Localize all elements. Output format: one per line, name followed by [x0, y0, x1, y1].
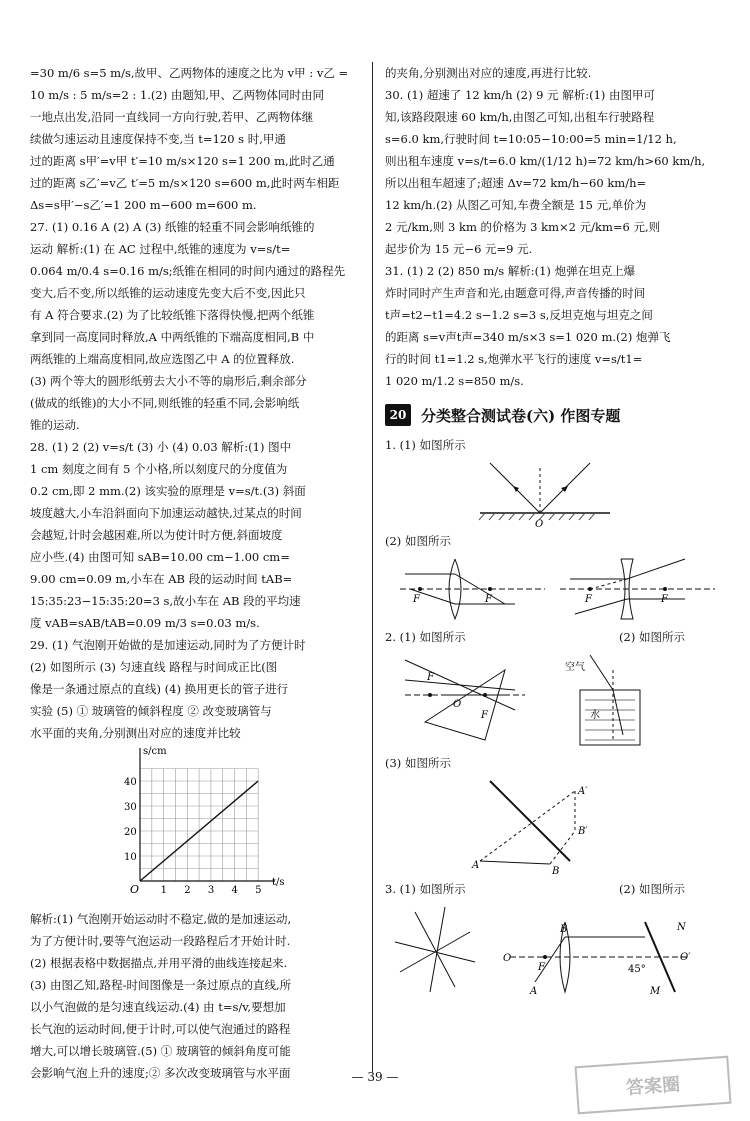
text-line: (2) 如图所示 (3) 匀速直线 路程与时间成正比(图 — [30, 660, 278, 674]
mirror-image-diagram — [385, 776, 720, 876]
text-line: 为了方便计时,要等气泡运动一段路程后才开始计时. — [30, 934, 291, 948]
text-line: (做成的纸锥)的大小不同,则纸锥的轻重不同,会影响纸 — [30, 396, 300, 410]
focal-label: F — [585, 594, 592, 605]
normal-label: N — [677, 922, 686, 933]
text-line: 增大,可以增长玻璃管.(5) ① 玻璃管的倾斜角度可能 — [30, 1044, 291, 1058]
item-label: 1. (1) 如图所示 — [385, 438, 466, 452]
point-label: O — [503, 953, 512, 964]
text-line: 解析:(1) 气泡刚开始运动时不稳定,做的是加速运动, — [30, 912, 292, 926]
item-label: (3) 如图所示 — [385, 756, 451, 770]
mirror-label: M — [650, 986, 661, 997]
image-point-label: A′ — [578, 786, 588, 797]
text-line: 10 m/s : 5 m/s=2 : 1.(2) 由题知,甲、乙两物体同时由同 — [30, 88, 325, 102]
text-line: 15:35:23−15:35:20=3 s,故小车在 AB 段的平均速 — [30, 594, 301, 608]
item-row — [385, 878, 685, 900]
text-line: 一地点出发,沿同一直线同一方向行驶,若甲、乙两物体继 — [30, 110, 314, 124]
item-label: 3. (1) 如图所示 — [385, 882, 466, 896]
section-header — [385, 404, 720, 426]
text-line: 的夹角,分别测出对应的速度,再进行比较. — [385, 66, 592, 80]
reflection-diagram — [385, 458, 720, 528]
s-t-graph — [115, 746, 285, 906]
point-label: O′ — [680, 952, 691, 963]
x-axis-label: t/s — [272, 877, 285, 888]
right-column — [385, 62, 720, 999]
text-line: 度 vAB=sAB/tAB=0.09 m/3 s=0.03 m/s. — [30, 616, 260, 630]
text-line: 29. (1) 气泡刚开始做的是加速运动,同时为了方便计时 — [30, 638, 306, 652]
text-line: 0.064 m/0.4 s=0.16 m/s;纸锥在相同的时间内通过的路程先 — [30, 264, 346, 278]
text-line: 30. (1) 超速了 12 km/h (2) 9 元 解析:(1) 由图甲可 — [385, 88, 656, 102]
text-line: 实验 (5) ① 玻璃管的倾斜程度 ② 改变玻璃管与 — [30, 704, 272, 718]
x-tick-label: 3 — [207, 885, 215, 896]
question-28 — [30, 436, 365, 634]
item-label: (2) 如图所示 — [619, 882, 685, 896]
continued-answer — [30, 62, 365, 216]
text-line: (3) 两个等大的圆形纸剪去大小不等的扇形后,剩余部分 — [30, 374, 307, 388]
item-row — [385, 626, 685, 648]
text-line: 1 cm 刻度之间有 5 个小格,所以刻度尺的分度值为 — [30, 462, 288, 476]
air-label: 空气 — [565, 662, 585, 673]
text-line: 过的距离 s乙′=v乙 t′=5 m/s×120 s=600 m,此时两车相距 — [30, 176, 340, 190]
text-line: 两纸锥的上端高度相同,故应选图乙中 A 的位置释放. — [30, 352, 295, 366]
point-label: A — [530, 986, 538, 997]
text-line: 知,该路段限速 60 km/h,由图乙可知,出租车行驶路程 — [385, 110, 655, 124]
text-line: 有 A 符合要求.(2) 为了比较纸锥下落得快慢,把两个纸锥 — [30, 308, 315, 322]
focal-label: F — [481, 710, 488, 721]
lens-diagrams — [385, 554, 720, 624]
water-label: 水 — [590, 710, 600, 721]
point-label: O — [535, 519, 544, 528]
text-line: 炸时同时产生声音和光,由题意可得,声音传播的时间 — [385, 286, 646, 300]
page-number: — 39 — — [351, 1070, 399, 1084]
x-tick-label: 4 — [231, 885, 238, 896]
text-line: 1 020 m/1.2 s=850 m/s. — [385, 374, 524, 388]
text-line: 9.00 cm=0.09 m,小车在 AB 段的运动时间 tAB= — [30, 572, 293, 586]
left-column — [30, 62, 365, 1084]
focal-label: F — [413, 594, 420, 605]
text-line: 28. (1) 2 (2) v=s/t (3) 小 (4) 0.03 解析:(1) 图中 — [30, 440, 292, 454]
point-label: B — [560, 924, 568, 935]
text-line: 31. (1) 2 (2) 850 m/s 解析:(1) 炮弹在坦克上爆 — [385, 264, 636, 278]
focal-label: F — [661, 594, 668, 605]
text-line: 应小些.(4) 由图可知 sAB=10.00 cm−1.00 cm= — [30, 550, 290, 564]
text-line: 拿到同一高度同时释放,A 中两纸锥的下端高度相同,B 中 — [30, 330, 315, 344]
text-line: 27. (1) 0.16 A (2) A (3) 纸锥的轻重不同会影响纸锥的 — [30, 220, 315, 234]
item-label: (2) 如图所示 — [619, 630, 685, 644]
text-line: 2 元/km,则 3 km 的价格为 3 km×2 元/km=6 元,则 — [385, 220, 661, 234]
text-line: t声=t2−t1=4.2 s−1.2 s=3 s,反坦克炮与坦克之间 — [385, 308, 653, 322]
y-tick-label: 30 — [124, 802, 137, 813]
text-line: 以小气泡做的是匀速直线运动.(4) 由 t=s/v,要想加 — [30, 1000, 286, 1014]
point-label: A — [472, 860, 480, 871]
y-tick-label: 10 — [124, 852, 137, 863]
text-line: 运动 解析:(1) 在 AC 过程中,纸锥的速度为 v=s/t= — [30, 242, 291, 256]
question-31 — [385, 260, 720, 392]
point-label: O — [453, 699, 462, 710]
text-line: 锥的运动. — [30, 418, 80, 432]
y-tick-label: 40 — [124, 777, 137, 788]
text-line: 坡度越大,小车沿斜面向下加速运动越快,过某点的时间 — [30, 506, 302, 520]
text-line: (3) 由图乙知,路程-时间图像是一条过原点的直线,所 — [30, 978, 292, 992]
focal-label: F — [538, 962, 545, 973]
x-tick-label: 5 — [255, 885, 262, 896]
text-line: 12 km/h.(2) 从图乙可知,车费全额是 15 元,单价为 — [385, 198, 647, 212]
section-title: 分类整合测试卷(六) 作图专题 — [421, 406, 621, 425]
section-badge: 20 — [385, 404, 411, 426]
text-line: 水平面的夹角,分别测出对应的速度并比较 — [30, 726, 241, 740]
text-line: 会影响气泡上升的速度;② 多次改变玻璃管与水平面 — [30, 1066, 291, 1080]
prism-refraction-diagrams — [385, 650, 720, 750]
point-label: B — [552, 866, 560, 876]
text-line: 起步价为 15 元−6 元=9 元. — [385, 242, 533, 256]
image-point-label: B′ — [578, 826, 588, 837]
ray-construction-diagrams — [385, 902, 720, 997]
text-line: 长气泡的运动时间,便于计时,可以使气泡通过的路程 — [30, 1022, 291, 1036]
focal-label: F — [427, 672, 434, 683]
text-line: 续做匀速运动且速度保持不变,当 t=120 s 时,甲通 — [30, 132, 286, 146]
text-line: 则出租车速度 v=s/t=6.0 km/(1/12 h)=72 km/h>60 km/h, — [385, 154, 706, 168]
text-line: 过的距离 s甲′=v甲 t′=10 m/s×120 s=1 200 m,此时乙通 — [30, 154, 335, 168]
item-label: 2. (1) 如图所示 — [385, 630, 466, 644]
text-line: 行的时间 t1=1.2 s,炮弹水平飞行的速度 v=s/t1= — [385, 352, 643, 366]
y-tick-label: 20 — [124, 827, 137, 838]
y-axis-label: s/cm — [143, 746, 167, 757]
focal-label: F — [485, 594, 492, 605]
text-line: 变大,后不变,所以纸锥的运动速度先变大后不变,因此只 — [30, 286, 306, 300]
text-line: 的距离 s=v声t声=340 m/s×3 s=1 020 m.(2) 炮弹飞 — [385, 330, 671, 344]
text-line: (2) 根据表格中数据描点,并用平滑的曲线连接起来. — [30, 956, 288, 970]
text-line: 所以出租车超速了;超速 Δv=72 km/h−60 km/h= — [385, 176, 647, 190]
x-tick-label: 1 — [160, 885, 168, 896]
text-line: 0.2 cm,即 2 mm.(2) 该实验的原理是 v=s/t.(3) 斜面 — [30, 484, 306, 498]
item-label: (2) 如图所示 — [385, 534, 451, 548]
watermark-logo: 答案圈 — [575, 1056, 732, 1115]
chart-axes — [140, 748, 275, 881]
question-27 — [30, 216, 365, 436]
text-line: =30 m/6 s=5 m/s,故甲、乙两物体的速度之比为 v甲 : v乙 = — [30, 66, 349, 80]
question-29-analysis — [30, 908, 365, 1084]
text-line: 会越短,计时会越困难,所以为使计时方便,斜面坡度 — [30, 528, 283, 542]
text-line: 像是一条通过原点的直线) (4) 换用更长的管子进行 — [30, 682, 289, 696]
text-line: s=6.0 km,行驶时间 t=10:05−10:00=5 min=1/12 h, — [385, 132, 677, 146]
column-divider — [372, 62, 373, 1072]
origin-label: O — [130, 883, 140, 896]
chart-grid — [140, 769, 258, 882]
x-tick-label: 2 — [184, 885, 191, 896]
text-line: Δs=s甲′−s乙′=1 200 m−600 m=600 m. — [30, 198, 257, 212]
question-29 — [30, 634, 365, 744]
angle-label: 45° — [628, 964, 646, 975]
question-30 — [385, 84, 720, 260]
